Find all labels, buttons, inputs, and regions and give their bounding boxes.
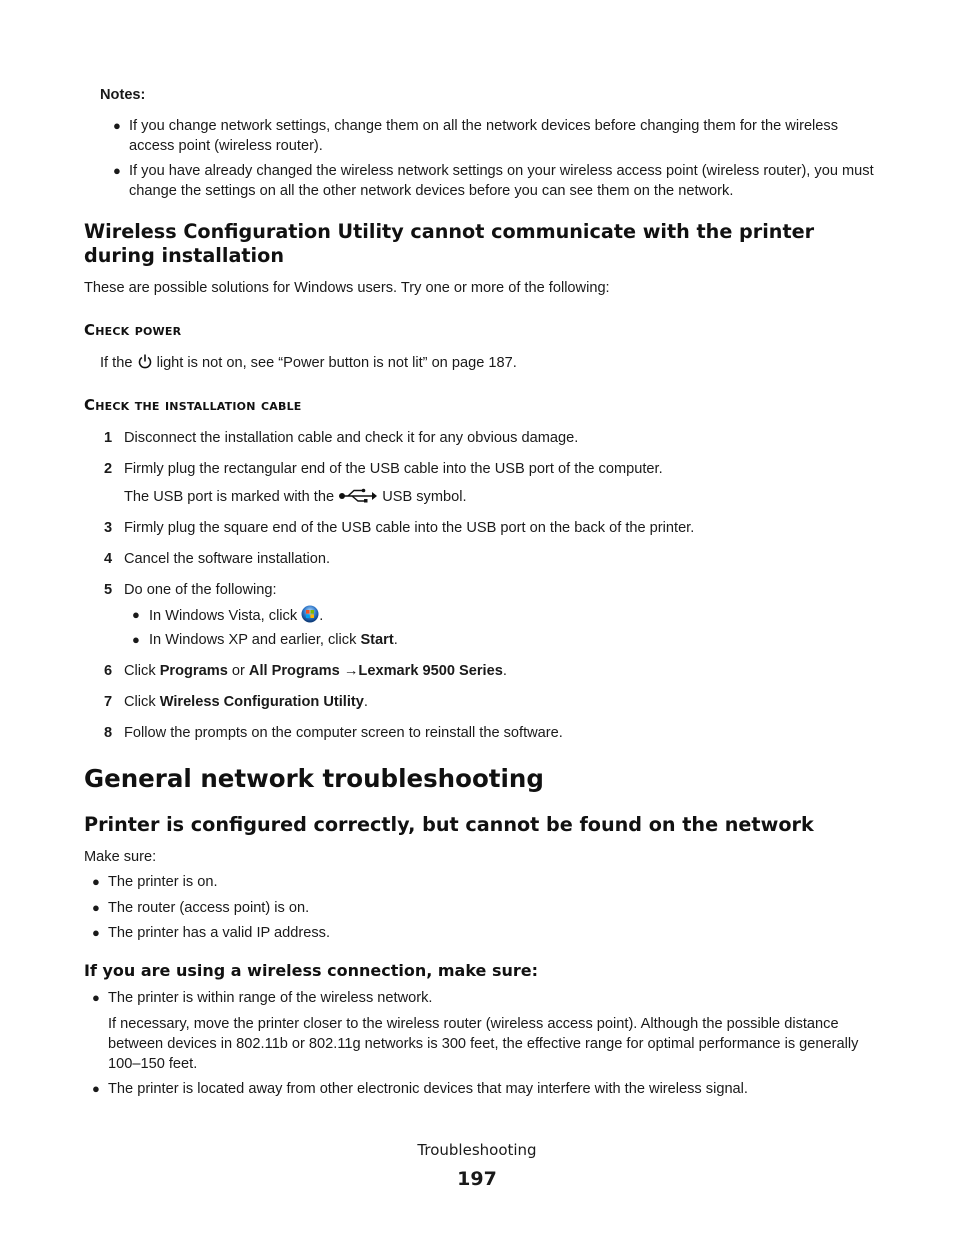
section-heading: Wireless Configuration Utility cannot communicate with the printer during installation bbox=[84, 220, 815, 267]
step-text: Cancel the software installation. bbox=[124, 551, 331, 567]
bullet-icon: ● bbox=[92, 900, 100, 915]
or-word: or bbox=[227, 663, 249, 679]
step-text bbox=[124, 661, 507, 681]
start-label: Start bbox=[360, 632, 394, 648]
make-sure-text: Make sure: bbox=[84, 849, 157, 865]
period: . bbox=[502, 663, 507, 679]
step-number: 7 bbox=[104, 694, 113, 710]
bullet-icon: ● bbox=[132, 607, 140, 622]
step-number: 4 bbox=[104, 551, 113, 567]
note-item: If you change network settings, change them on all the network devices before changing them for the wireless access point (wireless router). bbox=[129, 118, 839, 154]
list-item-detail: If necessary, move the printer closer to the wireless router (wireless access point). Although the possible distance between devices in 802.11b or 802.11g networks is 300 feet, the effective range for optimal performance is generally 100–150 feet. bbox=[108, 1016, 859, 1072]
power-icon bbox=[137, 353, 153, 370]
click-word: Click bbox=[124, 694, 160, 710]
section-intro: These are possible solutions for Windows users. Try one or more of the following: bbox=[84, 280, 610, 296]
check-cable-heading: Check the installation cable bbox=[84, 396, 302, 414]
check-power-heading: Check power bbox=[84, 321, 182, 339]
usb-text-after: USB symbol. bbox=[382, 489, 467, 505]
list-item: The router (access point) is on. bbox=[108, 900, 310, 916]
bullet-icon: ● bbox=[132, 632, 140, 647]
lexmark-label: Lexmark 9500 Series bbox=[358, 663, 503, 679]
menu-arrow: → bbox=[343, 663, 359, 679]
step-text bbox=[124, 692, 368, 712]
step-text: Follow the prompts on the computer screen to reinstall the software. bbox=[124, 725, 563, 741]
bullet-icon: ● bbox=[92, 1081, 100, 1096]
step-number: 6 bbox=[104, 663, 113, 679]
step-number: 1 bbox=[104, 430, 113, 446]
sub-step bbox=[149, 605, 323, 626]
step-number: 2 bbox=[104, 461, 113, 477]
check-power-text bbox=[100, 353, 517, 373]
bullet-icon: ● bbox=[113, 163, 121, 178]
section-heading: Printer is configured correctly, but cannot be found on the network bbox=[84, 813, 814, 836]
sub-step bbox=[149, 630, 398, 650]
list-item: The printer is located away from other electronic devices that may interfere with the wireless signal. bbox=[108, 1081, 748, 1097]
notes-label: Notes: bbox=[100, 87, 146, 103]
bullet-icon: ● bbox=[113, 118, 121, 133]
step-number: 3 bbox=[104, 520, 113, 536]
step-text: Firmly plug the rectangular end of the USB cable into the USB port of the computer. bbox=[124, 461, 663, 477]
wireless-heading: If you are using a wireless connection, make sure: bbox=[84, 961, 539, 980]
check-power-text-after: light is not on, see “Power button is not lit” on page 187. bbox=[156, 355, 517, 371]
windows-start-icon bbox=[301, 605, 319, 623]
step-text: Disconnect the installation cable and check it for any obvious damage. bbox=[124, 430, 579, 446]
vista-text-before: In Windows Vista, click bbox=[149, 608, 298, 624]
bullet-icon: ● bbox=[92, 990, 100, 1005]
page-heading: General network troubleshooting bbox=[84, 764, 544, 793]
period: . bbox=[363, 694, 368, 710]
xp-text-after: . bbox=[393, 632, 398, 648]
step-subtext bbox=[124, 487, 467, 507]
programs-label: Programs bbox=[159, 663, 228, 679]
footer-section: Troubleshooting bbox=[417, 1141, 537, 1159]
usb-text-before: The USB port is marked with the bbox=[124, 489, 335, 505]
bullet-icon: ● bbox=[92, 925, 100, 940]
list-item: The printer is on. bbox=[108, 874, 218, 890]
step-text: Do one of the following: bbox=[124, 582, 277, 598]
list-item: The printer is within range of the wireless network. bbox=[108, 990, 433, 1006]
all-programs-label: All Programs bbox=[248, 663, 340, 679]
step-number: 8 bbox=[104, 725, 113, 741]
list-item: The printer has a valid IP address. bbox=[108, 925, 330, 941]
usb-icon bbox=[338, 488, 378, 504]
step-number: 5 bbox=[104, 582, 113, 598]
step-text: Firmly plug the square end of the USB cable into the USB port on the back of the printer. bbox=[124, 520, 695, 536]
click-word: Click bbox=[124, 663, 160, 679]
page-number: 197 bbox=[457, 1168, 497, 1190]
xp-text-before: In Windows XP and earlier, click bbox=[149, 632, 361, 648]
check-power-text-before: If the bbox=[100, 355, 133, 371]
wcu-label: Wireless Configuration Utility bbox=[159, 694, 364, 710]
vista-text-after: . bbox=[319, 608, 324, 624]
bullet-icon: ● bbox=[92, 874, 100, 889]
note-item: If you have already changed the wireless network settings on your wireless access point (wireless router), you must change the settings on all the other network devices before you can see them on the network. bbox=[129, 163, 874, 199]
